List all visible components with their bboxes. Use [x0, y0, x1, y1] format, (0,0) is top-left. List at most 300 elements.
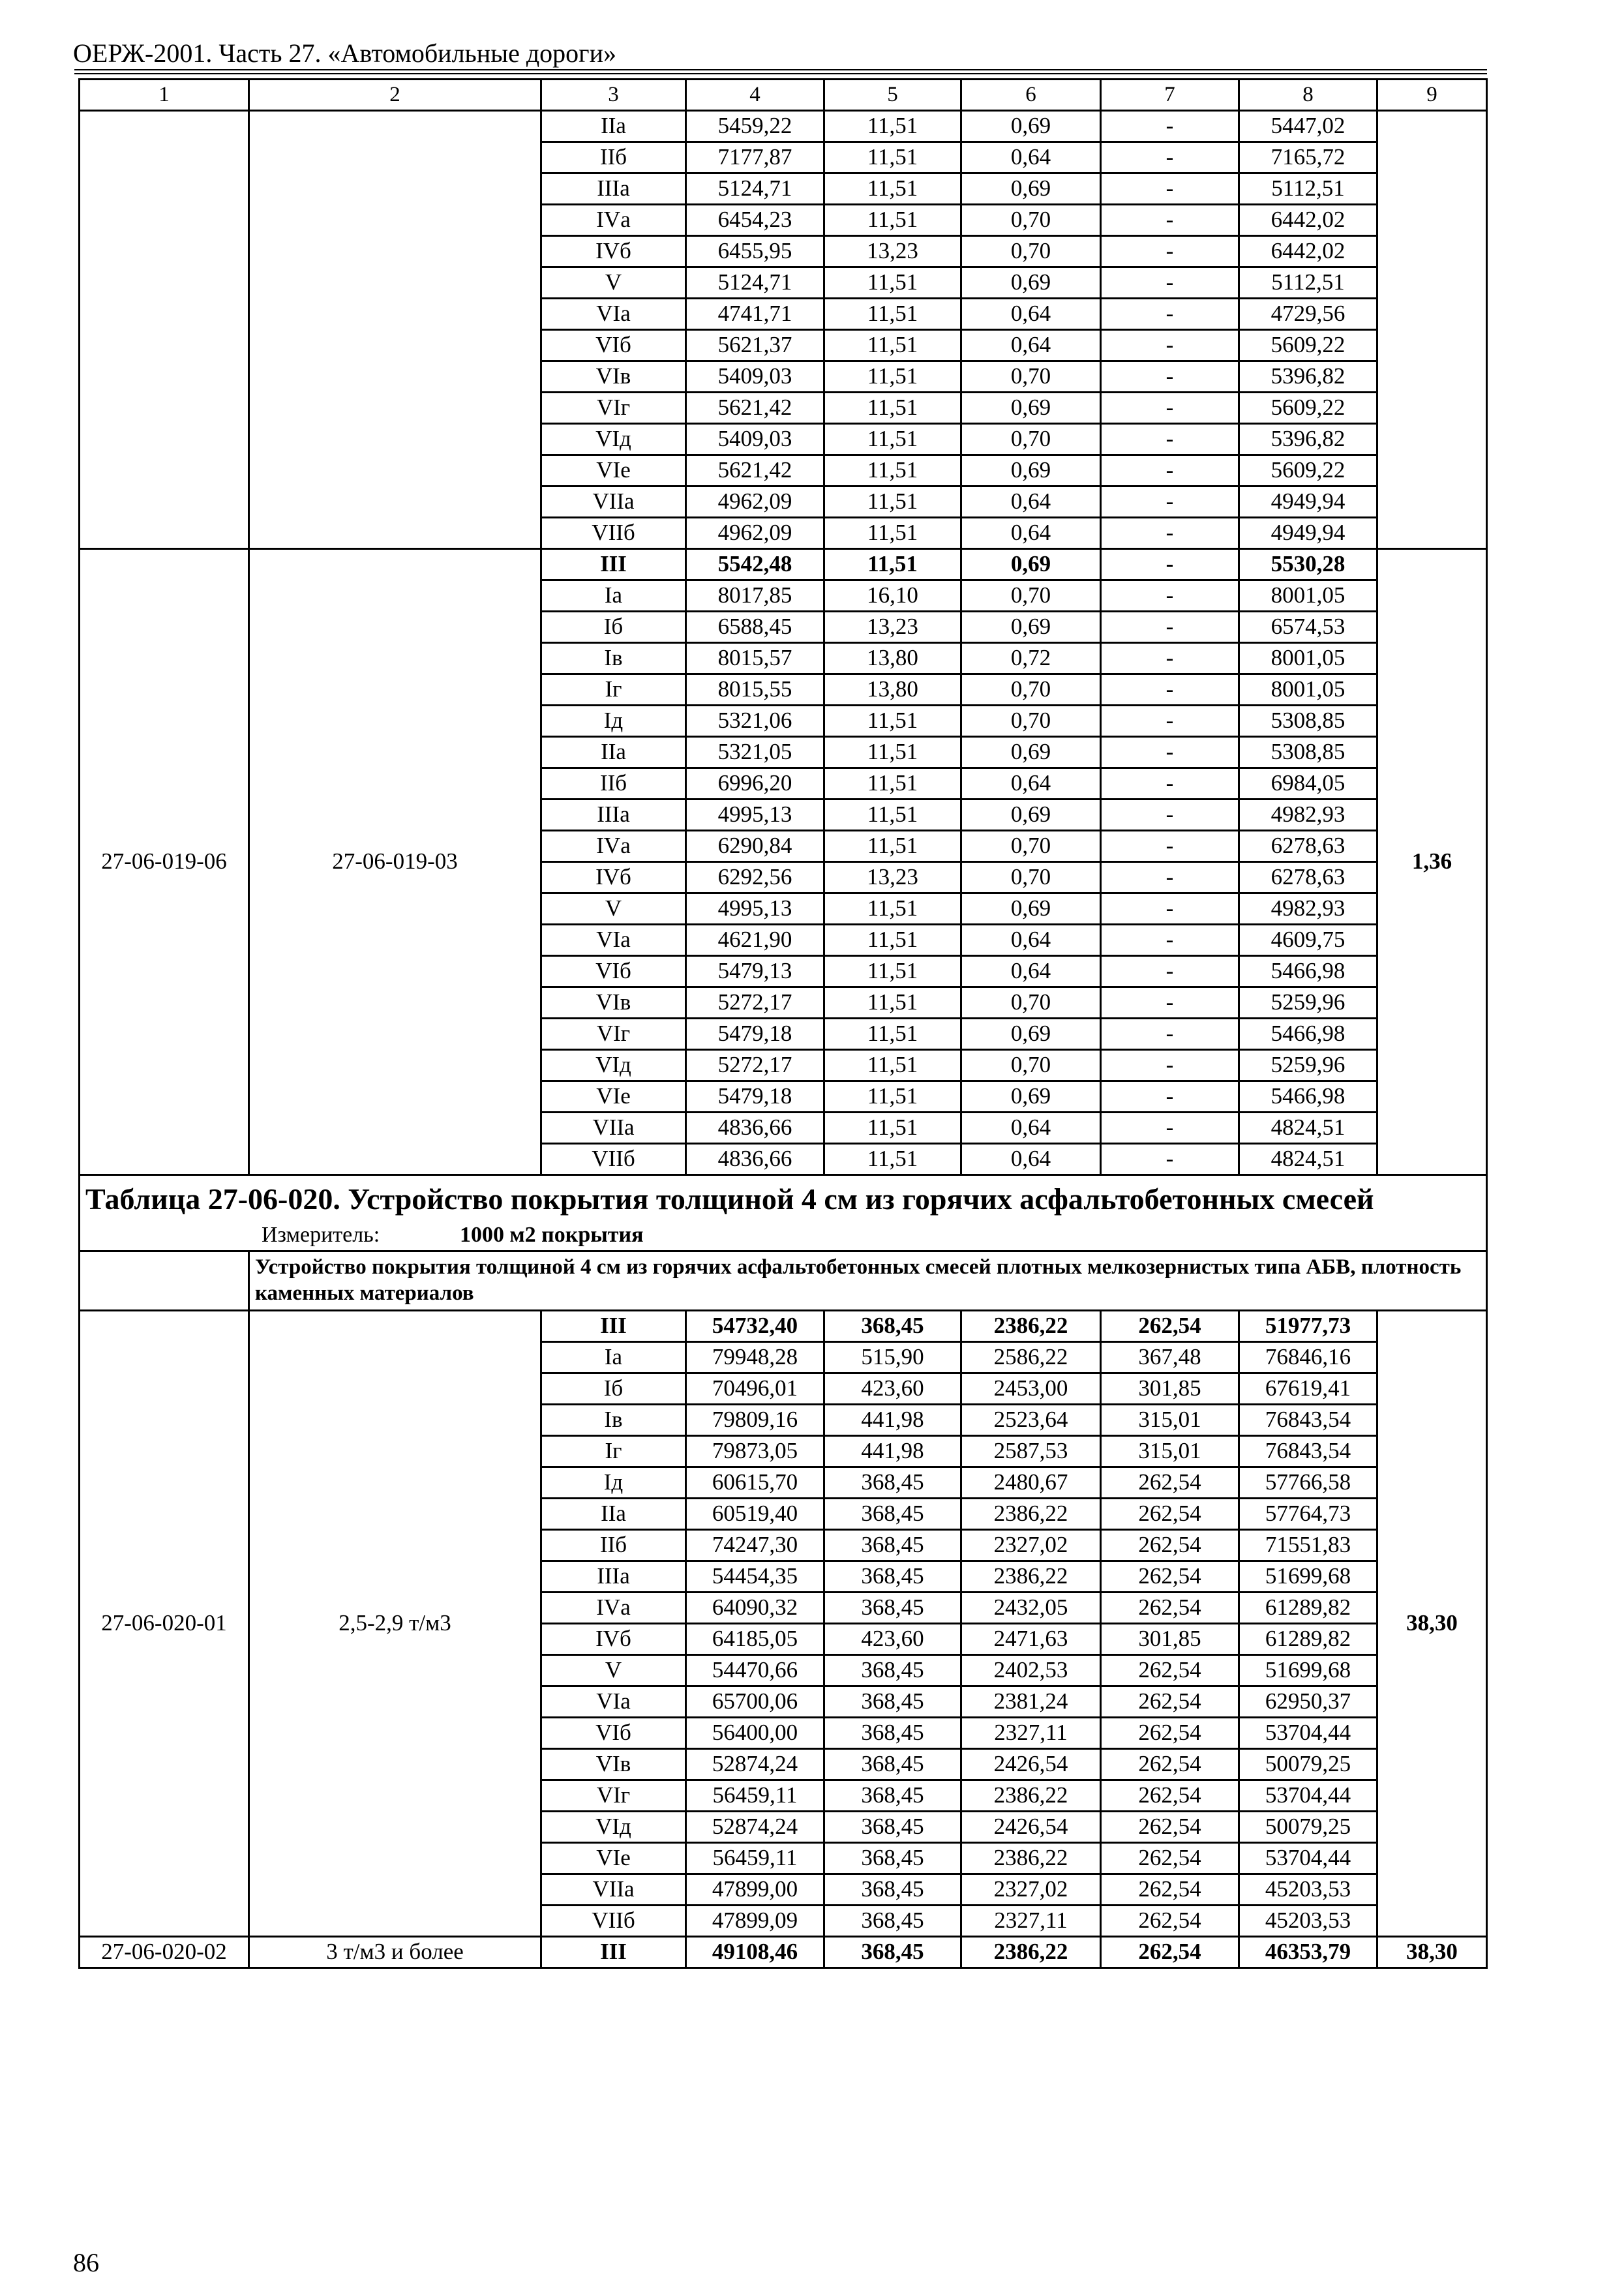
value-cell: 368,45: [824, 1467, 961, 1498]
coefficient-cell: [1377, 111, 1487, 549]
value-cell: VIIб: [541, 518, 686, 549]
value-cell: 6574,53: [1239, 612, 1377, 643]
value-cell: IIб: [541, 142, 686, 173]
value-cell: 11,51: [824, 1113, 961, 1144]
value-cell: IIб: [541, 1529, 686, 1561]
value-cell: 11,51: [824, 267, 961, 299]
value-cell: 2453,00: [961, 1373, 1101, 1404]
value-cell: 11,51: [824, 111, 961, 142]
value-cell: 4824,51: [1239, 1144, 1377, 1175]
value-cell: 2586,22: [961, 1341, 1101, 1373]
value-cell: 6442,02: [1239, 205, 1377, 236]
value-cell: 56459,11: [686, 1842, 824, 1874]
value-cell: Iд: [541, 1467, 686, 1498]
value-cell: -: [1101, 361, 1239, 393]
value-cell: 0,64: [961, 956, 1101, 987]
subheading: Устройство покрытия толщиной 4 см из горячих асфальтобетонных смесей плотных мелкозернистых типа АБВ, плотность каменных материалов: [249, 1251, 1487, 1310]
value-cell: 4741,71: [686, 299, 824, 330]
meter-value: 1000 м2 покрытия: [460, 1222, 644, 1247]
value-cell: VIе: [541, 1842, 686, 1874]
value-cell: 11,51: [824, 393, 961, 424]
value-cell: 76846,16: [1239, 1341, 1377, 1373]
value-cell: 2386,22: [961, 1842, 1101, 1874]
value-cell: Iб: [541, 1373, 686, 1404]
value-cell: VIд: [541, 424, 686, 455]
column-number: 3: [541, 80, 686, 111]
value-cell: 6442,02: [1239, 236, 1377, 267]
value-cell: 368,45: [824, 1936, 961, 1967]
value-cell: 11,51: [824, 768, 961, 800]
running-header: ОЕРЖ-2001. Часть 27. «Автомобильные дороги»: [73, 38, 616, 68]
code-cell: 27-06-020-02: [80, 1936, 249, 1967]
value-cell: 51977,73: [1239, 1310, 1377, 1341]
value-cell: -: [1101, 299, 1239, 330]
price-table: [78, 78, 1488, 1969]
value-cell: 2523,64: [961, 1404, 1101, 1435]
value-cell: 262,54: [1101, 1780, 1239, 1811]
value-cell: VIв: [541, 1748, 686, 1780]
value-cell: 315,01: [1101, 1404, 1239, 1435]
value-cell: 5542,48: [686, 549, 824, 580]
value-cell: 301,85: [1101, 1373, 1239, 1404]
value-cell: 2386,22: [961, 1936, 1101, 1967]
value-cell: -: [1101, 486, 1239, 518]
value-cell: 79809,16: [686, 1404, 824, 1435]
value-cell: 4949,94: [1239, 486, 1377, 518]
value-cell: VIе: [541, 455, 686, 486]
value-cell: Iд: [541, 706, 686, 737]
value-cell: IIа: [541, 111, 686, 142]
value-cell: 0,64: [961, 1113, 1101, 1144]
value-cell: 0,64: [961, 330, 1101, 361]
value-cell: -: [1101, 987, 1239, 1019]
value-cell: VIг: [541, 1019, 686, 1050]
value-cell: 0,70: [961, 205, 1101, 236]
value-cell: 11,51: [824, 361, 961, 393]
value-cell: -: [1101, 768, 1239, 800]
value-cell: VIIа: [541, 1113, 686, 1144]
value-cell: 262,54: [1101, 1498, 1239, 1529]
value-cell: 4995,13: [686, 893, 824, 925]
value-cell: 11,51: [824, 518, 961, 549]
value-cell: 5308,85: [1239, 737, 1377, 768]
value-cell: -: [1101, 1081, 1239, 1113]
value-cell: 5621,42: [686, 455, 824, 486]
value-cell: 423,60: [824, 1623, 961, 1654]
value-cell: -: [1101, 424, 1239, 455]
value-cell: -: [1101, 518, 1239, 549]
value-cell: V: [541, 1654, 686, 1686]
value-cell: 0,64: [961, 768, 1101, 800]
value-cell: 7165,72: [1239, 142, 1377, 173]
value-cell: 262,54: [1101, 1592, 1239, 1623]
value-cell: 11,51: [824, 925, 961, 956]
value-cell: 11,51: [824, 987, 961, 1019]
value-cell: 5124,71: [686, 267, 824, 299]
value-cell: 6278,63: [1239, 862, 1377, 893]
value-cell: IIIа: [541, 800, 686, 831]
value-cell: -: [1101, 674, 1239, 706]
value-cell: VIIб: [541, 1905, 686, 1936]
value-cell: 368,45: [824, 1874, 961, 1905]
value-cell: 57766,58: [1239, 1467, 1377, 1498]
value-cell: 2327,11: [961, 1905, 1101, 1936]
value-cell: 8001,05: [1239, 643, 1377, 674]
value-cell: 60519,40: [686, 1498, 824, 1529]
value-cell: 5466,98: [1239, 1019, 1377, 1050]
value-cell: 11,51: [824, 800, 961, 831]
value-cell: III: [541, 1310, 686, 1341]
value-cell: 0,64: [961, 142, 1101, 173]
value-cell: 2480,67: [961, 1467, 1101, 1498]
value-cell: IIа: [541, 737, 686, 768]
value-cell: 4982,93: [1239, 800, 1377, 831]
meter-line: [262, 1223, 1481, 1247]
value-cell: 52874,24: [686, 1748, 824, 1780]
value-cell: -: [1101, 706, 1239, 737]
value-cell: 0,69: [961, 173, 1101, 205]
value-cell: -: [1101, 862, 1239, 893]
column-number-row: [80, 80, 1487, 111]
value-cell: 5530,28: [1239, 549, 1377, 580]
value-cell: 368,45: [824, 1686, 961, 1717]
value-cell: V: [541, 267, 686, 299]
value-cell: 8015,57: [686, 643, 824, 674]
value-cell: 262,54: [1101, 1529, 1239, 1561]
value-cell: 262,54: [1101, 1874, 1239, 1905]
value-cell: VIа: [541, 299, 686, 330]
value-cell: 368,45: [824, 1310, 961, 1341]
value-cell: 6996,20: [686, 768, 824, 800]
empty-cell: [80, 1251, 249, 1310]
value-cell: 5459,22: [686, 111, 824, 142]
value-cell: 0,64: [961, 299, 1101, 330]
value-cell: IIа: [541, 1498, 686, 1529]
value-cell: VIIа: [541, 1874, 686, 1905]
value-cell: 8001,05: [1239, 580, 1377, 612]
value-cell: VIа: [541, 925, 686, 956]
value-cell: 5259,96: [1239, 1050, 1377, 1081]
value-cell: 368,45: [824, 1592, 961, 1623]
value-cell: 11,51: [824, 173, 961, 205]
table-title: Таблица 27-06-020. Устройство покрытия толщиной 4 см из горячих асфальтобетонных смесей: [85, 1182, 1374, 1216]
value-cell: 0,69: [961, 267, 1101, 299]
value-cell: 4836,66: [686, 1113, 824, 1144]
value-cell: Iг: [541, 1435, 686, 1467]
value-cell: 2386,22: [961, 1780, 1101, 1811]
value-cell: VIIа: [541, 486, 686, 518]
table-row: [80, 111, 1487, 142]
value-cell: 368,45: [824, 1498, 961, 1529]
column-number: 8: [1239, 80, 1377, 111]
value-cell: 6290,84: [686, 831, 824, 862]
value-cell: 2327,11: [961, 1717, 1101, 1748]
value-cell: 0,70: [961, 424, 1101, 455]
value-cell: III: [541, 1936, 686, 1967]
value-cell: 262,54: [1101, 1842, 1239, 1874]
description-cell: 3 т/м3 и более: [249, 1936, 541, 1967]
value-cell: 56400,00: [686, 1717, 824, 1748]
value-cell: 2471,63: [961, 1623, 1101, 1654]
value-cell: VIб: [541, 1717, 686, 1748]
value-cell: VIг: [541, 1780, 686, 1811]
value-cell: -: [1101, 1050, 1239, 1081]
table-title-row: [80, 1175, 1487, 1251]
value-cell: 60615,70: [686, 1467, 824, 1498]
value-cell: VIв: [541, 361, 686, 393]
value-cell: 5396,82: [1239, 361, 1377, 393]
value-cell: -: [1101, 549, 1239, 580]
value-cell: 0,70: [961, 831, 1101, 862]
value-cell: 47899,09: [686, 1905, 824, 1936]
value-cell: 4995,13: [686, 800, 824, 831]
value-cell: 0,64: [961, 518, 1101, 549]
value-cell: 368,45: [824, 1780, 961, 1811]
code-cell: 27-06-019-06: [80, 549, 249, 1175]
value-cell: 74247,30: [686, 1529, 824, 1561]
value-cell: 0,70: [961, 361, 1101, 393]
value-cell: 70496,01: [686, 1373, 824, 1404]
value-cell: 0,70: [961, 862, 1101, 893]
value-cell: 368,45: [824, 1905, 961, 1936]
value-cell: -: [1101, 455, 1239, 486]
value-cell: 4962,09: [686, 486, 824, 518]
value-cell: 11,51: [824, 299, 961, 330]
value-cell: -: [1101, 580, 1239, 612]
value-cell: 54454,35: [686, 1561, 824, 1592]
value-cell: 441,98: [824, 1404, 961, 1435]
value-cell: 11,51: [824, 549, 961, 580]
value-cell: 11,51: [824, 486, 961, 518]
value-cell: 262,54: [1101, 1561, 1239, 1592]
value-cell: 0,69: [961, 393, 1101, 424]
value-cell: 6455,95: [686, 236, 824, 267]
value-cell: -: [1101, 737, 1239, 768]
value-cell: 67619,41: [1239, 1373, 1377, 1404]
value-cell: VIIб: [541, 1144, 686, 1175]
value-cell: 11,51: [824, 1019, 961, 1050]
value-cell: 2386,22: [961, 1561, 1101, 1592]
value-cell: 4836,66: [686, 1144, 824, 1175]
value-cell: 262,54: [1101, 1467, 1239, 1498]
value-cell: 6292,56: [686, 862, 824, 893]
value-cell: 5409,03: [686, 424, 824, 455]
value-cell: 2386,22: [961, 1310, 1101, 1341]
value-cell: 57764,73: [1239, 1498, 1377, 1529]
value-cell: 4824,51: [1239, 1113, 1377, 1144]
value-cell: -: [1101, 643, 1239, 674]
value-cell: 262,54: [1101, 1717, 1239, 1748]
value-cell: 61289,82: [1239, 1623, 1377, 1654]
value-cell: 0,69: [961, 612, 1101, 643]
value-cell: 5621,37: [686, 330, 824, 361]
value-cell: Iв: [541, 643, 686, 674]
value-cell: 11,51: [824, 737, 961, 768]
value-cell: 2327,02: [961, 1529, 1101, 1561]
value-cell: VIа: [541, 1686, 686, 1717]
value-cell: 11,51: [824, 424, 961, 455]
table-row: [80, 1310, 1487, 1341]
value-cell: -: [1101, 236, 1239, 267]
value-cell: -: [1101, 925, 1239, 956]
value-cell: 11,51: [824, 330, 961, 361]
value-cell: 6984,05: [1239, 768, 1377, 800]
value-cell: 64090,32: [686, 1592, 824, 1623]
value-cell: 52874,24: [686, 1811, 824, 1842]
value-cell: 5609,22: [1239, 330, 1377, 361]
coefficient-cell: 38,30: [1377, 1936, 1487, 1967]
value-cell: -: [1101, 831, 1239, 862]
value-cell: 49108,46: [686, 1936, 824, 1967]
value-cell: 61289,82: [1239, 1592, 1377, 1623]
value-cell: 11,51: [824, 893, 961, 925]
value-cell: 13,23: [824, 862, 961, 893]
value-cell: 2386,22: [961, 1498, 1101, 1529]
value-cell: 11,51: [824, 1081, 961, 1113]
value-cell: 0,69: [961, 893, 1101, 925]
value-cell: VIд: [541, 1811, 686, 1842]
value-cell: 76843,54: [1239, 1404, 1377, 1435]
value-cell: 262,54: [1101, 1686, 1239, 1717]
value-cell: -: [1101, 893, 1239, 925]
value-cell: 0,69: [961, 455, 1101, 486]
value-cell: 5272,17: [686, 1050, 824, 1081]
value-cell: IIIа: [541, 173, 686, 205]
value-cell: 13,80: [824, 643, 961, 674]
value-cell: 56459,11: [686, 1780, 824, 1811]
value-cell: -: [1101, 111, 1239, 142]
value-cell: 5479,18: [686, 1081, 824, 1113]
value-cell: -: [1101, 1019, 1239, 1050]
value-cell: 11,51: [824, 142, 961, 173]
value-cell: 5272,17: [686, 987, 824, 1019]
column-number: 5: [824, 80, 961, 111]
value-cell: VIв: [541, 987, 686, 1019]
value-cell: 11,51: [824, 455, 961, 486]
value-cell: 5308,85: [1239, 706, 1377, 737]
value-cell: 5396,82: [1239, 424, 1377, 455]
value-cell: 368,45: [824, 1811, 961, 1842]
value-cell: 45203,53: [1239, 1905, 1377, 1936]
value-cell: 0,70: [961, 987, 1101, 1019]
value-cell: 423,60: [824, 1373, 961, 1404]
value-cell: 11,51: [824, 831, 961, 862]
value-cell: 4962,09: [686, 518, 824, 549]
value-cell: 11,51: [824, 956, 961, 987]
value-cell: 4729,56: [1239, 299, 1377, 330]
value-cell: 262,54: [1101, 1936, 1239, 1967]
table-row: [80, 549, 1487, 580]
value-cell: VIе: [541, 1081, 686, 1113]
value-cell: 71551,83: [1239, 1529, 1377, 1561]
value-cell: Iг: [541, 674, 686, 706]
value-cell: 62950,37: [1239, 1686, 1377, 1717]
value-cell: 79873,05: [686, 1435, 824, 1467]
value-cell: 0,69: [961, 111, 1101, 142]
value-cell: Iб: [541, 612, 686, 643]
value-cell: -: [1101, 267, 1239, 299]
value-cell: III: [541, 549, 686, 580]
value-cell: 53704,44: [1239, 1717, 1377, 1748]
value-cell: 65700,06: [686, 1686, 824, 1717]
value-cell: 2426,54: [961, 1748, 1101, 1780]
table-row: [80, 1936, 1487, 1967]
value-cell: 368,45: [824, 1561, 961, 1592]
value-cell: -: [1101, 393, 1239, 424]
value-cell: -: [1101, 1113, 1239, 1144]
value-cell: IVб: [541, 236, 686, 267]
value-cell: 4609,75: [1239, 925, 1377, 956]
value-cell: 8001,05: [1239, 674, 1377, 706]
value-cell: -: [1101, 612, 1239, 643]
code-cell: [80, 111, 249, 549]
value-cell: 46353,79: [1239, 1936, 1377, 1967]
value-cell: 2402,53: [961, 1654, 1101, 1686]
column-number: 2: [249, 80, 541, 111]
value-cell: 5479,18: [686, 1019, 824, 1050]
value-cell: IIб: [541, 768, 686, 800]
value-cell: 5321,05: [686, 737, 824, 768]
value-cell: 4621,90: [686, 925, 824, 956]
value-cell: -: [1101, 142, 1239, 173]
value-cell: 0,69: [961, 737, 1101, 768]
value-cell: Iа: [541, 1341, 686, 1373]
value-cell: 0,69: [961, 800, 1101, 831]
value-cell: -: [1101, 956, 1239, 987]
column-number: 1: [80, 80, 249, 111]
value-cell: -: [1101, 330, 1239, 361]
table-body: [80, 80, 1487, 1968]
value-cell: 11,51: [824, 1050, 961, 1081]
value-cell: VIг: [541, 393, 686, 424]
value-cell: 76843,54: [1239, 1435, 1377, 1467]
subheading-row: [80, 1251, 1487, 1310]
value-cell: 47899,00: [686, 1874, 824, 1905]
value-cell: 0,70: [961, 706, 1101, 737]
value-cell: VIд: [541, 1050, 686, 1081]
value-cell: 13,80: [824, 674, 961, 706]
value-cell: 368,45: [824, 1717, 961, 1748]
value-cell: 5621,42: [686, 393, 824, 424]
value-cell: 16,10: [824, 580, 961, 612]
column-number: 7: [1101, 80, 1239, 111]
value-cell: 11,51: [824, 706, 961, 737]
value-cell: -: [1101, 800, 1239, 831]
header-rule: [74, 69, 1487, 70]
column-number: 4: [686, 80, 824, 111]
value-cell: 11,51: [824, 1144, 961, 1175]
value-cell: 79948,28: [686, 1341, 824, 1373]
value-cell: 5447,02: [1239, 111, 1377, 142]
coefficient-cell: 1,36: [1377, 549, 1487, 1175]
value-cell: V: [541, 893, 686, 925]
value-cell: 8015,55: [686, 674, 824, 706]
code-cell: 27-06-020-01: [80, 1310, 249, 1936]
value-cell: 2381,24: [961, 1686, 1101, 1717]
value-cell: 262,54: [1101, 1811, 1239, 1842]
value-cell: 315,01: [1101, 1435, 1239, 1467]
value-cell: 5124,71: [686, 173, 824, 205]
value-cell: 301,85: [1101, 1623, 1239, 1654]
column-number: 9: [1377, 80, 1487, 111]
value-cell: 5321,06: [686, 706, 824, 737]
value-cell: 11,51: [824, 205, 961, 236]
value-cell: 368,45: [824, 1654, 961, 1686]
value-cell: 50079,25: [1239, 1748, 1377, 1780]
value-cell: 441,98: [824, 1435, 961, 1467]
value-cell: 7177,87: [686, 142, 824, 173]
description-cell: 27-06-019-03: [249, 549, 541, 1175]
